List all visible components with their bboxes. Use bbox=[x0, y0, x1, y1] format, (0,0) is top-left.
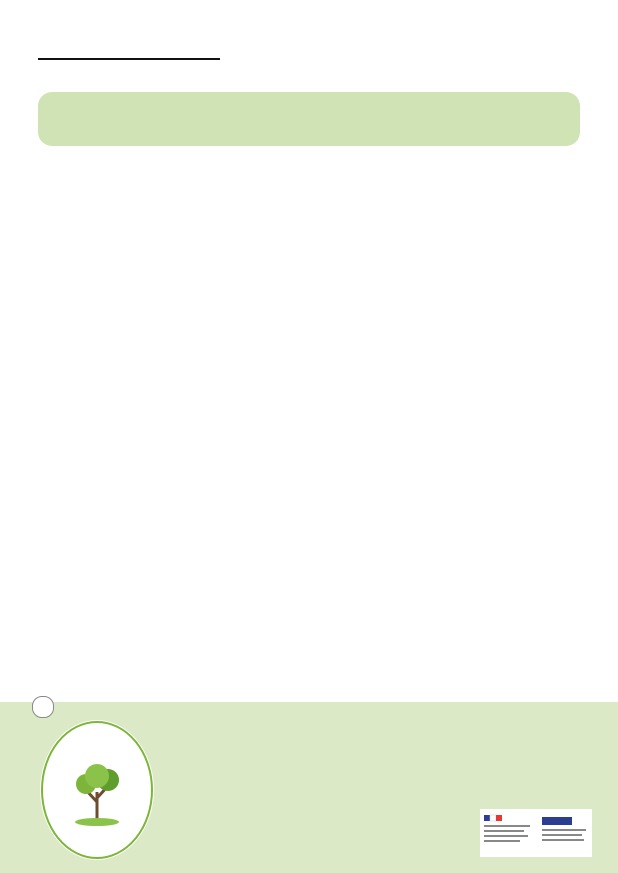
organised-by-label bbox=[32, 696, 54, 718]
top-color-stripe bbox=[0, 0, 618, 8]
partner-logos-graphic bbox=[480, 809, 592, 857]
demarche-section bbox=[40, 546, 580, 559]
title-banner bbox=[38, 92, 580, 146]
event-type-underline bbox=[38, 58, 220, 60]
terdev-logo-graphic bbox=[40, 720, 154, 860]
terdev-logo bbox=[40, 720, 154, 860]
partner-logos bbox=[480, 809, 592, 857]
